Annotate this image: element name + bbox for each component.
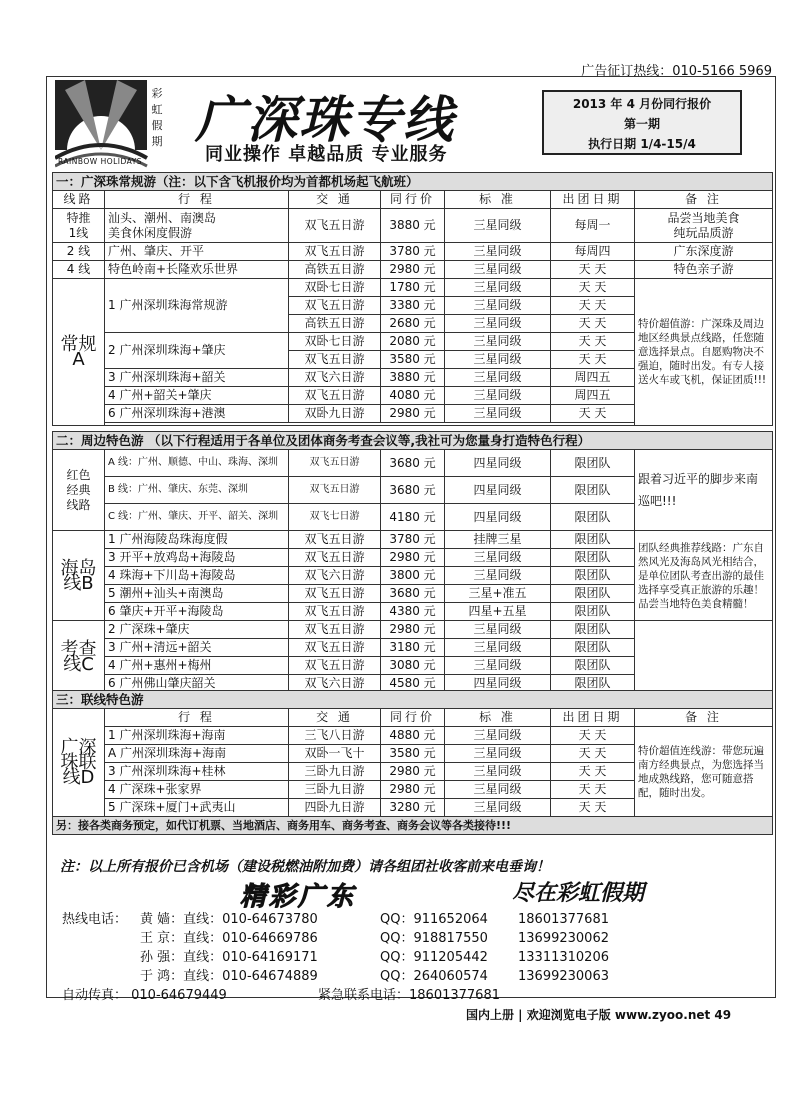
page-footer: 国内上册 | 欢迎浏览电子版 www.zyoo.net 49	[466, 1008, 732, 1022]
table-row: 2 线 广州、肇庆、开平 双飞五日游 3780 元 三星同级 每周四 广东深度游	[53, 243, 773, 261]
table-row: 1 广州深圳珠海+海南 三飞八日游 4880 元 三星同级 天 天 特价超值连线游：带您玩遍南方经典景点，为您选择当地成熟线路，您可随意搭配，随时出发。	[53, 727, 773, 745]
section-1-header: 一：广深珠常规游（注：以下含飞机报价均为首都机场起飞航班）	[53, 173, 773, 191]
table-row: B 线：广州、肇庆、东莞、深圳 双飞五日游 3680 元 四星同级 限团队	[53, 477, 773, 504]
table-row: 3 广州+清远+韶关 双飞五日游 3180 元 三星同级 限团队	[53, 639, 773, 657]
table-row: 常规A 1 广州深圳珠海常规游 双卧七日游 1780 元 三星同级 天 天 特价超值游：广深珠及周边地区经典景点线路，任您随意选择景点。自愿购物决不强迫，随时出发。有专人接送火车或飞机，保证团质!!!	[53, 279, 773, 297]
table-row: C 线：广州、肇庆、开平、韶关、深圳 双飞七日游 4180 元 四星同级 限团队	[53, 504, 773, 531]
group-label-c: 考查线C	[53, 621, 105, 693]
slogan: 同业操作 卓越品质 专业服务	[205, 144, 448, 165]
contact-row: 王 京：直线：010-64669786 QQ：918817550 13699230062	[140, 931, 609, 946]
contact-row: 于 鸿：直线：010-64674889 QQ：264060574 13699230063	[140, 969, 609, 984]
table-row: 3 广州深圳珠海+桂林 三卧九日游 2980 元 三星同级 天 天	[53, 763, 773, 781]
table-header: 广深珠联线D 行 程 交 通 同行价 标 准 出团日期 备 注	[53, 709, 773, 727]
price-footnote: 注：以上所有报价已含机场（建设税燃油附加费）请各组团社收客前来电垂询！	[60, 859, 550, 875]
table-row: 高铁五日游 2680 元 三星同级 天 天	[53, 315, 773, 333]
fax-row: 自动传真： 010-64679449 紧急联系电话：18601377681	[62, 988, 500, 1003]
table-row: 4 珠海+下川岛+海陵岛 双飞六日游 3800 元 三星同级 限团队	[53, 567, 773, 585]
contact-row: 孙 强：直线：010-64169171 QQ：911205442 13311310206	[140, 950, 609, 965]
contact-list	[62, 910, 609, 1005]
remark-d: 特价超值连线游：带您玩遍南方经典景点，为您选择当地成熟线路，您可随意搭配，随时出发。	[635, 727, 773, 817]
table-row: 3 开平+放鸡岛+海陵岛 双飞五日游 2980 元 三星同级 限团队	[53, 549, 773, 567]
table-row: 红色 经典 线路 A 线：广州、顺德、中山、珠海、深圳 双飞五日游 3680 元 四星同级 限团队 跟着习近平的脚步来南巡吧!!!	[53, 450, 773, 477]
table-row: 4 广州+惠州+梅州 双飞五日游 3080 元 三星同级 限团队	[53, 657, 773, 675]
group-label-red: 红色 经典 线路	[53, 450, 105, 531]
table-header: 线路 行 程 交 通 同行价 标 准 出团日期 备 注	[53, 191, 773, 209]
table-section-2	[52, 431, 773, 693]
brand-cjk: 彩 虹 假 期	[151, 87, 163, 148]
group-label-d: 广深珠联线D	[53, 709, 105, 817]
remark-red: 跟着习近平的脚步来南巡吧!!!	[635, 450, 773, 531]
remark-b: 团队经典推荐线路：广东自然风光及海岛风光相结合，是单位团队考查出游的最佳选择享受真正旅游的乐趣！品尝当地特色美食精髓！	[635, 531, 773, 621]
table-row: 3 广州深圳珠海+韶关 双飞六日游 3880 元 三星同级 周四五	[53, 369, 773, 387]
other-services-note: 另：接各类商务预定，如代订机票、当地酒店、商务用车、商务考查、商务会议等各类接待!!!	[53, 817, 773, 835]
page-title: 广深珠专线	[195, 90, 455, 149]
group-label-b: 海岛线B	[53, 531, 105, 621]
group-label-a: 常规A	[53, 279, 105, 426]
table-row: 6 肇庆+开平+海陵岛 双飞五日游 4380 元 四星+五星 限团队	[53, 603, 773, 621]
table-row: 考查线C 2 广深珠+肇庆 双飞五日游 2980 元 三星同级 限团队	[53, 621, 773, 639]
table-row: 6 广州深圳珠海+港澳 双卧九日游 2980 元 三星同级 天 天	[53, 405, 773, 423]
table-section-3	[52, 690, 773, 835]
table-row: 4 线 特色岭南+长隆欢乐世界 高铁五日游 2980 元 三星同级 天 天 特色亲子游	[53, 261, 773, 279]
table-row: 特推 1线 汕头、潮州、南澳岛 美食休闲度假游 双飞五日游 3880 元 三星同级 每周一 品尝当地美食 纯玩品质游	[53, 209, 773, 243]
table-row: 6 广州佛山肇庆韶关 双飞六日游 4580 元 四星同级 限团队	[53, 675, 773, 693]
table-row: 2 广州深圳珠海+肇庆 双卧七日游 2080 元 三星同级 天 天	[53, 333, 773, 351]
brand-en: RAINBOW HOLIDAYS	[58, 157, 143, 166]
table-row: 海岛线B 1 广州海陵岛珠海度假 双飞五日游 3780 元 挂牌三星 限团队 团队经典推荐线路：广东自然风光及海岛风光相结合，是单位团队考查出游的最佳选择享受真正旅游的乐趣！品尝当地特色美食精髓！	[53, 531, 773, 549]
table-row: 双飞五日游 3380 元 三星同级 天 天	[53, 297, 773, 315]
section-2-header: 二：周边特色游 （以下行程适用于各单位及团体商务考查会议等,我社可为您量身打造特色行程）	[53, 432, 773, 450]
slogan-rainbow: 尽在彩虹假期	[512, 881, 645, 906]
price-period-box: 2013 年 4 月份同行报价 第一期 执行日期 1/4-15/4	[542, 90, 742, 155]
table-row: 5 广深珠+厦门+武夷山 四卧九日游 3280 元 三星同级 天 天	[53, 799, 773, 817]
ad-hotline: 广告征订热线：010-5166 5969	[581, 64, 772, 79]
table-section-1	[52, 172, 773, 426]
slogan-wonderful-guangdong: 精彩广东	[240, 882, 357, 912]
table-row: 4 广深珠+张家界 三卧九日游 2980 元 三星同级 天 天	[53, 781, 773, 799]
table-row: 5 潮州+汕头+南澳岛 双飞五日游 3680 元 三星+准五 限团队	[53, 585, 773, 603]
table-row: 双飞五日游 3580 元 三星同级 天 天	[53, 351, 773, 369]
remark-a: 特价超值游：广深珠及周边地区经典景点线路，任您随意选择景点。自愿购物决不强迫，随时出发。有专人接送火车或飞机，保证团质!!!	[635, 279, 773, 426]
section-3-header: 三：联线特色游	[53, 691, 773, 709]
contact-row: 热线电话： 黄 嫱：直线：010-64673780 QQ：911652064 18601377681	[62, 912, 609, 927]
table-row: A 广州深圳珠海+海南 双卧一飞十 3580 元 三星同级 天 天	[53, 745, 773, 763]
table-row: 4 广州+韶关+肇庆 双飞五日游 4080 元 三星同级 周四五	[53, 387, 773, 405]
